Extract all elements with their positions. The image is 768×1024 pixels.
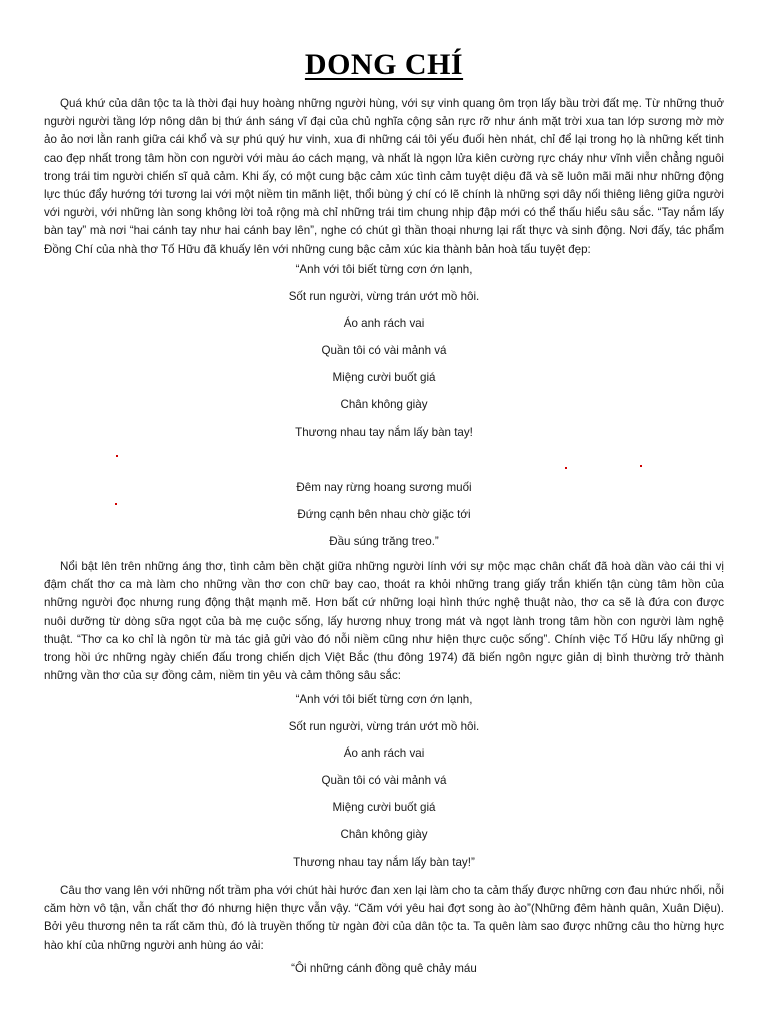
verse-line: Quần tôi có vài mảnh vá <box>321 774 447 787</box>
verse-line: Chân không giày <box>340 828 428 841</box>
verse-line: Đứng cạnh bên nhau chờ giặc tới <box>297 508 471 521</box>
verse-line: Miệng cười buốt giá <box>332 371 436 384</box>
verse-line: “Anh với tôi biết từng cơn ớn lạnh, <box>295 693 473 706</box>
verse-line: Quần tôi có vài mảnh vá <box>321 344 447 357</box>
verse-line: Miệng cười buốt giá <box>332 801 436 814</box>
paragraph-intro: Quá khứ của dân tộc ta là thời đại huy hoàng những người hùng, với sự vinh quang ôm trọn lấy bầu trời đất mẹ. Từ những thuở người người tầng lớp nông dân bị thứ ánh sáng vĩ đại của chủ nghĩa cộng sản rực rỡ như ánh mặt trời xua tan lớp sương mờ mờ ảo ảo nơi lằn ranh giữa cái khổ và sự phú quý hư vinh, xua đi những cái tôi yếu đuối hèn nhát, chỉ để lại trong họ là những kết tinh cao đẹp nhất trong tâm hồn con người với màu áo cách mạng, và nhất là ngọn lửa kiên cường rực cháy như vĩnh viễn chẳng nguôi trong trái tim người chiến sĩ quả cảm. Khi ấy, có một cung bậc cảm xúc tình cảm tuyệt diệu đã và sẽ luôn mãi mãi như những động lực thúc đẩy hướng tới tương lai với một niềm tin mãnh liệt, thổi bùng ý chí có lẽ chính là những sợi dây nối thiêng liêng giữa người với người, với những làn song không lời toả rộng mà chỉ những trái tim chung nhịp đập mới có thể thấu hiểu sâu sắc. “Tay nắm lấy bàn tay” mà nơi “hai cánh tay như hai cánh bay lên”, nghe có chút gì thần thoại nhưng lại rất thực và sinh động. Nơi đấy, tác phẩm Đồng Chí của nhà thơ Tố Hữu đã khuấy lên với những cung bậc cảm xúc kia thành bản hoà tấu tuyệt đẹp: <box>44 97 724 256</box>
verse-line: Sốt run người, vừng trán ướt mồ hôi. <box>288 290 480 303</box>
verse-line: Sốt run người, vừng trán ướt mồ hôi. <box>288 720 480 733</box>
document-title: DONG CHÍ <box>304 48 464 81</box>
paragraph-analysis: Nổi bật lên trên những áng thơ, tình cảm bền chặt giữa những người lính với sự mộc mạc chân chất đã hoà dần vào cái thi vị đậm chất thơ ca mà làm cho những vần thơ con chữ bay cao, thoát ra khỏi những trang giấy trắn khiến tận cùng tâm hồn của những người đọc nhưng rung động thật mạnh mẽ. Hơn bất cứ những loại hình thức nghệ thuật nào, thơ ca sẽ là đứa con được nuôi dưỡng từ dòng sữa ngọt của bà mẹ cuộc sống, lấy hương nhuỵ trong mát và ngọt lành trong tâm hồn con người làm nghệ thuật. “Thơ ca ko chỉ là ngôn từ mà tác giả gửi vào đó nỗi niềm cũng như hiện thực cuộc sống”. Chính việc Tố Hữu lấy những gì trong hồi ức những ngày chiến đấu trong chiến dịch Việt Bắc (thu đông 1974) đã biến ngôn ngực giản dị bình thường trở thành những vần thơ của sự đồng cảm, niềm tin yêu và cảm thông sâu sắc: <box>44 560 724 683</box>
verse-line: Đầu súng trăng treo.” <box>329 535 439 548</box>
verse-line: Chân không giày <box>340 398 428 411</box>
verse-line: Thương nhau tay nắm lấy bàn tay! <box>295 426 473 439</box>
verse-line: Đêm nay rừng hoang sương muối <box>296 481 472 494</box>
red-mark <box>115 503 117 505</box>
red-mark <box>116 455 118 457</box>
verse-line: “Ôi những cánh đồng quê chảy máu <box>291 962 477 975</box>
red-mark <box>640 465 642 467</box>
verse-line: Áo anh rách vai <box>343 747 425 760</box>
verse-line: Thương nhau tay nắm lấy bàn tay!” <box>293 856 475 869</box>
paragraph-conclusion: Câu thơ vang lên với những nốt trầm pha với chút hài hước đan xen lại làm cho ta cảm thấy được những cơn đau nhức nhối, nỗi căm hờn vô tận, vẫn chất thơ đó nhưng hiện thực vẫn vậy. “Căm với yêu hai đợt song ào ào”(Những đêm hành quân, Xuân Diệu). Bởi yêu thương nên ta rất căm thù, đó là truyền thống từ ngàn đời của dân tộc ta. Ta quên làm sao được những câu tho hừng hực hào khí của những người anh hùng áo vải: <box>44 884 724 952</box>
verse-line: Áo anh rách vai <box>343 317 425 330</box>
verse-line: “Anh với tôi biết từng cơn ớn lạnh, <box>295 263 473 276</box>
red-mark <box>565 467 567 469</box>
